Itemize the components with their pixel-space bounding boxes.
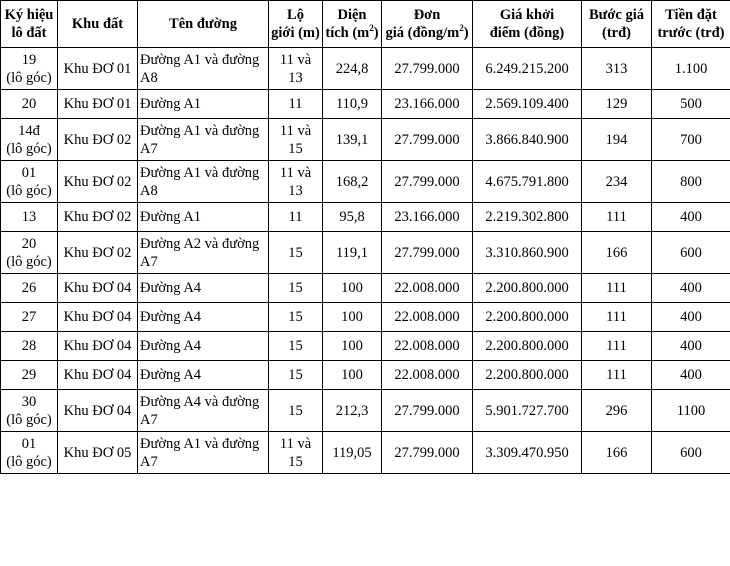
cell-road-width: 11 <box>269 90 323 119</box>
cell-zone: Khu ĐƠ 04 <box>58 274 138 303</box>
header-area: Diện tích $(m^2)$ <box>323 1 382 48</box>
cell-road-width: 11 <box>269 203 323 232</box>
cell-deposit: 700 <box>652 119 730 161</box>
header-zone: Khu đất <box>58 1 138 48</box>
cell-lot-code: 26 <box>1 274 58 303</box>
table-row <box>1 332 730 361</box>
cell-price-step: 111 <box>582 203 652 232</box>
cell-start-price: 3.310.860.900 <box>473 232 582 274</box>
cell-lot-code: 13 <box>1 203 58 232</box>
table-row <box>1 203 730 232</box>
header-deposit: Tiền đặt trước (trđ) <box>652 1 730 48</box>
cell-unit-price: 22.008.000 <box>382 332 473 361</box>
cell-price-step: 296 <box>582 390 652 432</box>
cell-zone: Khu ĐƠ 02 <box>58 119 138 161</box>
cell-start-price: 5.901.727.700 <box>473 390 582 432</box>
cell-road: Đường A1 và đường A8 <box>138 48 269 90</box>
header-road: Tên đường <box>138 1 269 48</box>
cell-zone: Khu ĐƠ 01 <box>58 90 138 119</box>
cell-road-width: 15 <box>269 303 323 332</box>
cell-unit-price: 27.799.000 <box>382 390 473 432</box>
header-road-width: Lộ giới (m) <box>269 1 323 48</box>
cell-deposit: 600 <box>652 232 730 274</box>
cell-area: 100 <box>323 332 382 361</box>
cell-lot-code: 20 (lô góc) <box>1 232 58 274</box>
cell-start-price: 3.866.840.900 <box>473 119 582 161</box>
cell-deposit: 400 <box>652 303 730 332</box>
cell-road: Đường A4 <box>138 332 269 361</box>
cell-price-step: 313 <box>582 48 652 90</box>
cell-area: 139,1 <box>323 119 382 161</box>
cell-price-step: 111 <box>582 274 652 303</box>
table-row <box>1 90 730 119</box>
cell-road-width: 11 và 13 <box>269 161 323 203</box>
cell-road: Đường A1 và đường A7 <box>138 119 269 161</box>
cell-price-step: 111 <box>582 303 652 332</box>
cell-start-price: 2.219.302.800 <box>473 203 582 232</box>
cell-zone: Khu ĐƠ 04 <box>58 332 138 361</box>
cell-road-width: 11 và 15 <box>269 119 323 161</box>
header-start-price: Giá khởi điểm (đồng) <box>473 1 582 48</box>
cell-zone: Khu ĐƠ 02 <box>58 203 138 232</box>
cell-start-price: 3.309.470.950 <box>473 432 582 474</box>
cell-unit-price: 23.166.000 <box>382 90 473 119</box>
cell-lot-code: 01 (lô góc) <box>1 161 58 203</box>
cell-deposit: 600 <box>652 432 730 474</box>
table-row <box>1 48 730 90</box>
cell-zone: Khu ĐƠ 04 <box>58 303 138 332</box>
cell-zone: Khu ĐƠ 04 <box>58 361 138 390</box>
table-row <box>1 274 730 303</box>
cell-area: 224,8 <box>323 48 382 90</box>
cell-lot-code: 27 <box>1 303 58 332</box>
cell-deposit: 1100 <box>652 390 730 432</box>
table-row <box>1 390 730 432</box>
table-row <box>1 361 730 390</box>
cell-zone: Khu ĐƠ 02 <box>58 161 138 203</box>
header-unit-price: Đơn giá $(đồng/m^2)$ <box>382 1 473 48</box>
cell-unit-price: 23.166.000 <box>382 203 473 232</box>
table-body <box>1 48 730 474</box>
cell-deposit: 400 <box>652 274 730 303</box>
cell-road: Đường A1 và đường A7 <box>138 432 269 474</box>
cell-price-step: 129 <box>582 90 652 119</box>
cell-start-price: 2.200.800.000 <box>473 274 582 303</box>
cell-road-width: 11 và 13 <box>269 48 323 90</box>
cell-road: Đường A4 <box>138 361 269 390</box>
cell-area: 100 <box>323 303 382 332</box>
cell-zone: Khu ĐƠ 04 <box>58 390 138 432</box>
cell-road: Đường A1 <box>138 90 269 119</box>
cell-zone: Khu ĐƠ 01 <box>58 48 138 90</box>
cell-area: 212,3 <box>323 390 382 432</box>
cell-area: 100 <box>323 361 382 390</box>
cell-unit-price: 27.799.000 <box>382 161 473 203</box>
cell-start-price: 4.675.791.800 <box>473 161 582 203</box>
cell-deposit: 400 <box>652 203 730 232</box>
cell-price-step: 166 <box>582 232 652 274</box>
cell-road: Đường A4 và đường A7 <box>138 390 269 432</box>
cell-deposit: 400 <box>652 332 730 361</box>
cell-road-width: 15 <box>269 232 323 274</box>
cell-unit-price: 22.008.000 <box>382 303 473 332</box>
cell-start-price: 2.200.800.000 <box>473 332 582 361</box>
cell-unit-price: 27.799.000 <box>382 432 473 474</box>
cell-deposit: 1.100 <box>652 48 730 90</box>
header-row <box>1 1 730 48</box>
cell-price-step: 194 <box>582 119 652 161</box>
cell-lot-code: 19 (lô góc) <box>1 48 58 90</box>
cell-deposit: 400 <box>652 361 730 390</box>
cell-area: 119,1 <box>323 232 382 274</box>
cell-unit-price: 27.799.000 <box>382 232 473 274</box>
cell-road-width: 15 <box>269 361 323 390</box>
cell-zone: Khu ĐƠ 05 <box>58 432 138 474</box>
cell-area: 110,9 <box>323 90 382 119</box>
cell-road-width: 15 <box>269 332 323 361</box>
cell-unit-price: 22.008.000 <box>382 361 473 390</box>
cell-lot-code: 28 <box>1 332 58 361</box>
cell-start-price: 2.569.109.400 <box>473 90 582 119</box>
cell-area: 100 <box>323 274 382 303</box>
cell-lot-code: 01 (lô góc) <box>1 432 58 474</box>
table-row <box>1 119 730 161</box>
cell-lot-code: 20 <box>1 90 58 119</box>
cell-deposit: 500 <box>652 90 730 119</box>
cell-start-price: 2.200.800.000 <box>473 361 582 390</box>
cell-price-step: 166 <box>582 432 652 474</box>
table-row <box>1 232 730 274</box>
cell-lot-code: 30 (lô góc) <box>1 390 58 432</box>
table-row <box>1 432 730 474</box>
cell-unit-price: 27.799.000 <box>382 119 473 161</box>
cell-deposit: 800 <box>652 161 730 203</box>
cell-road: Đường A1 và đường A8 <box>138 161 269 203</box>
cell-road-width: 15 <box>269 274 323 303</box>
cell-zone: Khu ĐƠ 02 <box>58 232 138 274</box>
cell-road-width: 15 <box>269 390 323 432</box>
header-lot-code: Ký hiệu lô đất <box>1 1 58 48</box>
cell-road: Đường A4 <box>138 303 269 332</box>
cell-road: Đường A2 và đường A7 <box>138 232 269 274</box>
cell-lot-code: 29 <box>1 361 58 390</box>
cell-start-price: 2.200.800.000 <box>473 303 582 332</box>
cell-area: 168,2 <box>323 161 382 203</box>
cell-price-step: 111 <box>582 332 652 361</box>
cell-start-price: 6.249.215.200 <box>473 48 582 90</box>
table-row <box>1 303 730 332</box>
cell-lot-code: 14đ (lô góc) <box>1 119 58 161</box>
cell-road-width: 11 và 15 <box>269 432 323 474</box>
cell-price-step: 234 <box>582 161 652 203</box>
header-price-step: Bước giá (trđ) <box>582 1 652 48</box>
cell-area: 119,05 <box>323 432 382 474</box>
cell-unit-price: 27.799.000 <box>382 48 473 90</box>
table-row <box>1 161 730 203</box>
cell-road: Đường A1 <box>138 203 269 232</box>
cell-area: 95,8 <box>323 203 382 232</box>
cell-unit-price: 22.008.000 <box>382 274 473 303</box>
cell-price-step: 111 <box>582 361 652 390</box>
cell-road: Đường A4 <box>138 274 269 303</box>
